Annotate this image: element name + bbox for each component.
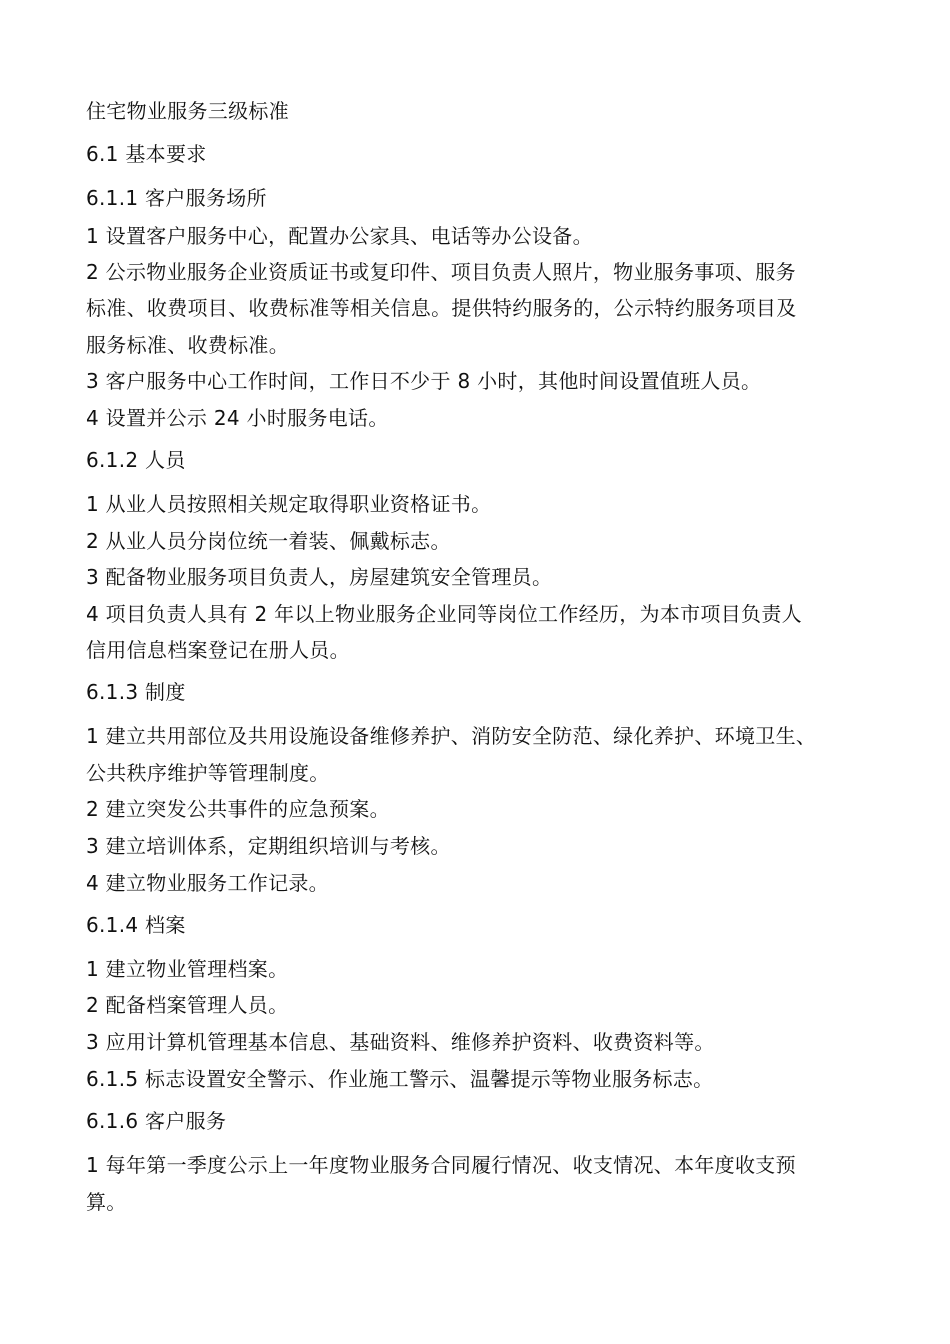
paragraph-line: 3 建立培训体系，定期组织培训与考核。 [86,834,451,858]
paragraph-line: 1 每年第一季度公示上一年度物业服务合同履行情况、收支情况、本年度收支预 [86,1153,796,1177]
paragraph-line: 信用信息档案登记在册人员。 [86,638,350,662]
subsection-heading: 6.1.6 客户服务 [86,1109,227,1133]
subsection-heading: 6.1.1 客户服务场所 [86,186,267,210]
subsection-heading: 6.1.4 档案 [86,913,186,937]
paragraph-line: 算。 [86,1190,127,1214]
paragraph-line: 2 从业人员分岗位统一着装、佩戴标志。 [86,529,451,553]
paragraph-line: 4 建立物业服务工作记录。 [86,871,329,895]
section-heading: 6.1 基本要求 [86,142,207,166]
subsection-heading: 6.1.5 标志设置安全警示、作业施工警示、温馨提示等物业服务标志。 [86,1067,714,1091]
subsection-heading: 6.1.3 制度 [86,680,186,704]
paragraph-line: 1 建立物业管理档案。 [86,957,289,981]
paragraph-line: 4 设置并公示 24 小时服务电话。 [86,406,389,430]
paragraph-line: 标准、收费项目、收费标准等相关信息。提供特约服务的，公示特约服务项目及 [86,296,797,320]
paragraph-line: 4 项目负责人具有 2 年以上物业服务企业同等岗位工作经历，为本市项目负责人 [86,602,802,626]
paragraph-line: 1 从业人员按照相关规定取得职业资格证书。 [86,492,492,516]
subsection-heading: 6.1.2 人员 [86,448,186,472]
paragraph-line: 3 客户服务中心工作时间，工作日不少于 8 小时，其他时间设置值班人员。 [86,369,762,393]
paragraph-line: 2 公示物业服务企业资质证书或复印件、项目负责人照片，物业服务事项、服务 [86,260,796,284]
paragraph-line: 公共秩序维护等管理制度。 [86,761,330,785]
paragraph-line: 2 建立突发公共事件的应急预案。 [86,797,390,821]
paragraph-line: 2 配备档案管理人员。 [86,993,289,1017]
paragraph-line: 服务标准、收费标准。 [86,333,289,357]
paragraph-line: 3 配备物业服务项目负责人，房屋建筑安全管理员。 [86,565,553,589]
paragraph-line: 3 应用计算机管理基本信息、基础资料、维修养护资料、收费资料等。 [86,1030,715,1054]
paragraph-line: 1 建立共用部位及共用设施设备维修养护、消防安全防范、绿化养护、环境卫生、 [86,724,817,748]
paragraph-line: 1 设置客户服务中心，配置办公家具、电话等办公设备。 [86,224,593,248]
document-title: 住宅物业服务三级标准 [86,99,289,123]
